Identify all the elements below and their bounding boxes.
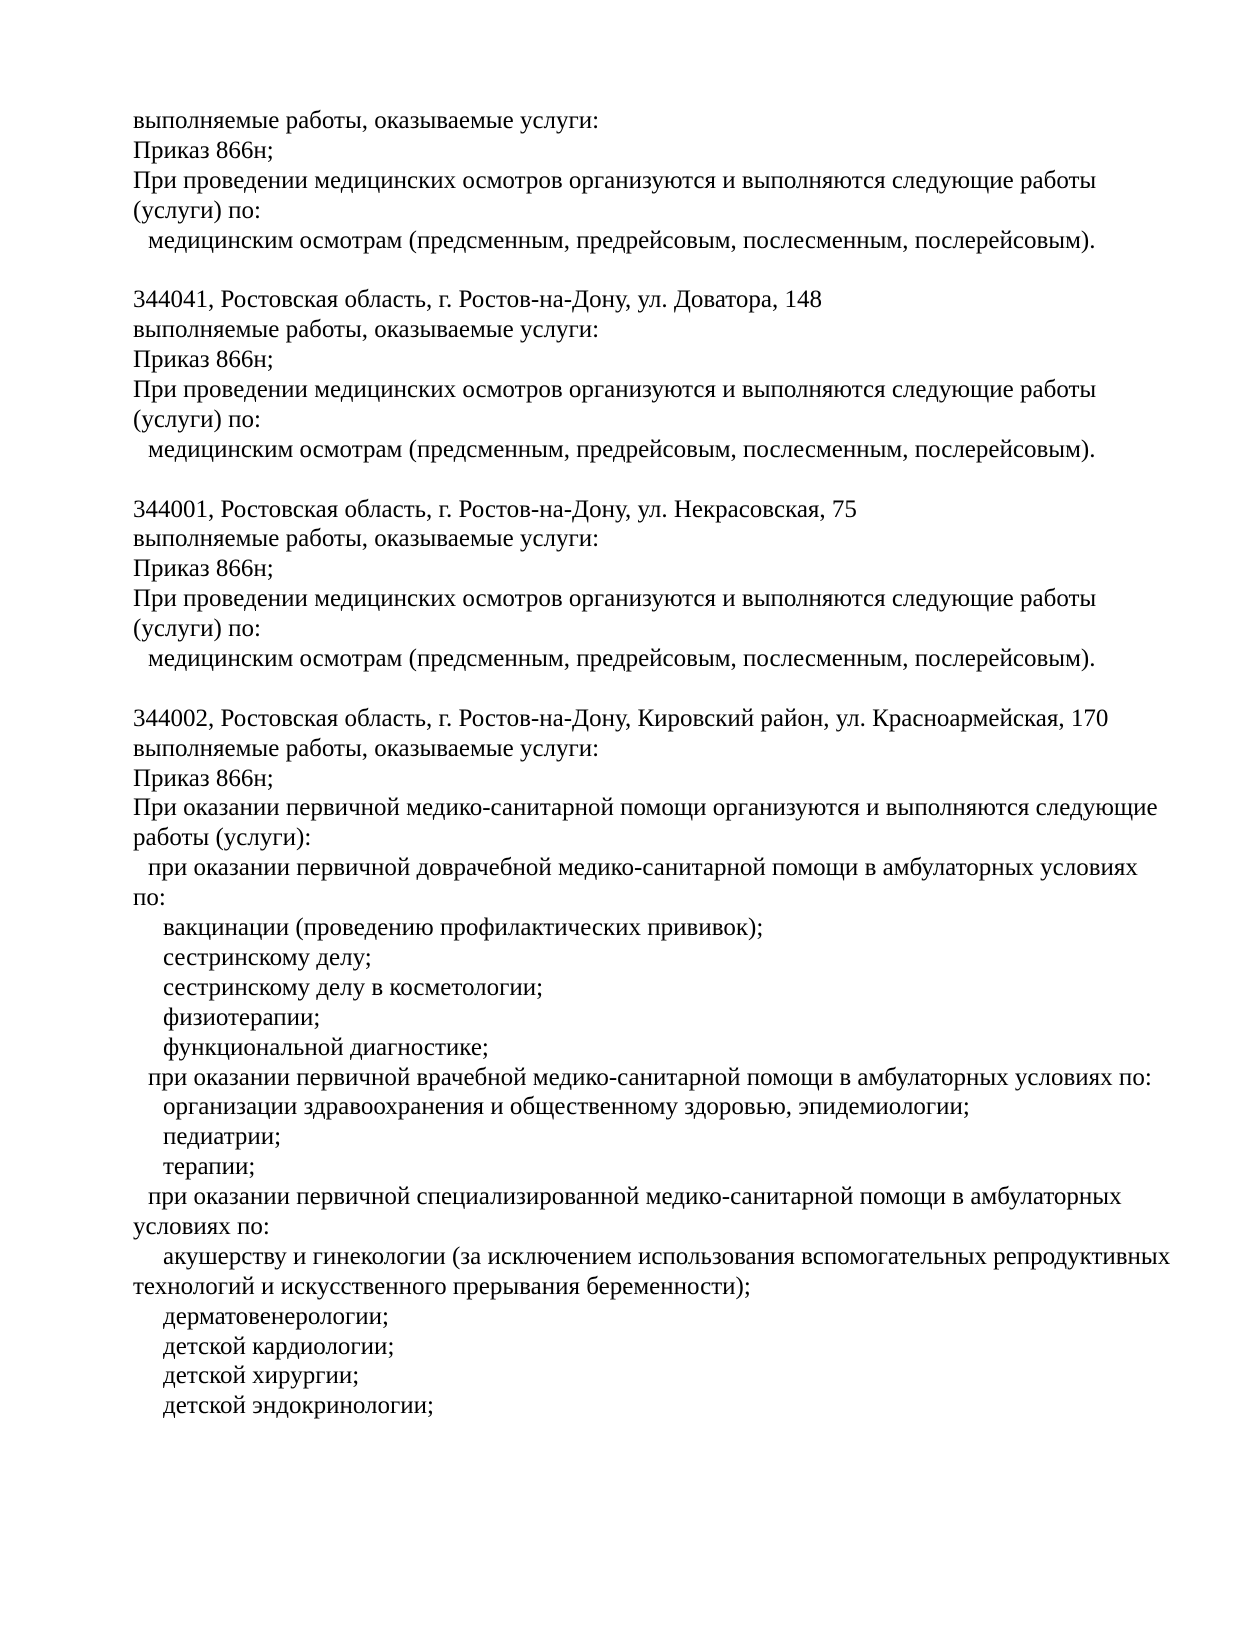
text-line: медицинским осмотрам (предсменным, предрейсовым, послесменным, послерейсовым). bbox=[148, 435, 1096, 463]
text-line: дерматовенерологии; bbox=[163, 1302, 389, 1330]
text-line: терапии; bbox=[163, 1153, 256, 1181]
text-line: выполняемые работы, оказываемые услуги: bbox=[133, 107, 600, 134]
text-line: При проведении медицинских осмотров организуются и выполняются следующие работы bbox=[133, 166, 1097, 194]
text-line: условиях по: bbox=[133, 1212, 270, 1240]
text-line: сестринскому делу в косметологии; bbox=[163, 973, 544, 1001]
text-line: вакцинации (проведению профилактических прививок); bbox=[163, 914, 764, 942]
text-line: функциональной диагностике; bbox=[163, 1033, 489, 1061]
text-line: Приказ 866н; bbox=[133, 764, 274, 792]
text-line: детской хирургии; bbox=[163, 1362, 360, 1390]
text-line: 344041, Ростовская область, г. Ростов-на-Дону, ул. Доватора, 148 bbox=[133, 286, 822, 314]
text-line: физиотерапии; bbox=[163, 1003, 321, 1031]
blank-line bbox=[133, 255, 1193, 285]
text-line: педиатрии; bbox=[163, 1123, 282, 1151]
document-text bbox=[133, 106, 1193, 1421]
text-line: Приказ 866н; bbox=[133, 346, 274, 374]
text-line: При проведении медицинских осмотров организуются и выполняются следующие работы bbox=[133, 585, 1097, 613]
text-line: выполняемые работы, оказываемые услуги: bbox=[133, 734, 600, 762]
text-line: 344002, Ростовская область, г. Ростов-на-Дону, Кировский район, ул. Красноармейская, 170 bbox=[133, 704, 1109, 732]
text-line: по: bbox=[133, 884, 166, 912]
text-line: при оказании первичной врачебной медико-санитарной помощи в амбулаторных условиях по: bbox=[148, 1063, 1152, 1091]
text-line: При оказании первичной медико-санитарной помощи организуются и выполняются следующие bbox=[133, 794, 1158, 822]
text-line: при оказании первичной доврачебной медико-санитарной помощи в амбулаторных условиях bbox=[148, 854, 1138, 882]
text-line: Приказ 866н; bbox=[133, 555, 274, 583]
text-line: при оказании первичной специализированной медико-санитарной помощи в амбулаторных bbox=[148, 1183, 1122, 1211]
text-line: выполняемые работы, оказываемые услуги: bbox=[133, 316, 600, 344]
text-line: выполняемые работы, оказываемые услуги: bbox=[133, 525, 600, 553]
text-line: сестринскому делу; bbox=[163, 943, 372, 971]
text-line: организации здравоохранения и общественному здоровью, эпидемиологии; bbox=[163, 1093, 970, 1121]
text-line: 344001, Ростовская область, г. Ростов-на-Дону, ул. Некрасовская, 75 bbox=[133, 495, 857, 523]
text-line: медицинским осмотрам (предсменным, предрейсовым, послесменным, послерейсовым). bbox=[148, 645, 1096, 673]
text-line: Приказ 866н; bbox=[133, 136, 274, 164]
text-line: технологий и искусственного прерывания беременности); bbox=[133, 1272, 751, 1300]
text-line: При проведении медицинских осмотров организуются и выполняются следующие работы bbox=[133, 376, 1097, 404]
text-line: (услуги) по: bbox=[133, 615, 261, 643]
text-line: детской кардиологии; bbox=[163, 1332, 395, 1360]
text-line: медицинским осмотрам (предсменным, предрейсовым, послесменным, послерейсовым). bbox=[148, 226, 1096, 254]
text-line: (услуги) по: bbox=[133, 196, 261, 224]
text-line: акушерству и гинекологии (за исключением использования вспомогательных репродуктивных bbox=[163, 1242, 1171, 1270]
text-line: (услуги) по: bbox=[133, 405, 261, 433]
blank-line bbox=[133, 674, 1193, 704]
text-line: работы (услуги): bbox=[133, 824, 312, 852]
text-line: детской эндокринологии; bbox=[163, 1392, 434, 1420]
blank-line bbox=[133, 465, 1193, 495]
